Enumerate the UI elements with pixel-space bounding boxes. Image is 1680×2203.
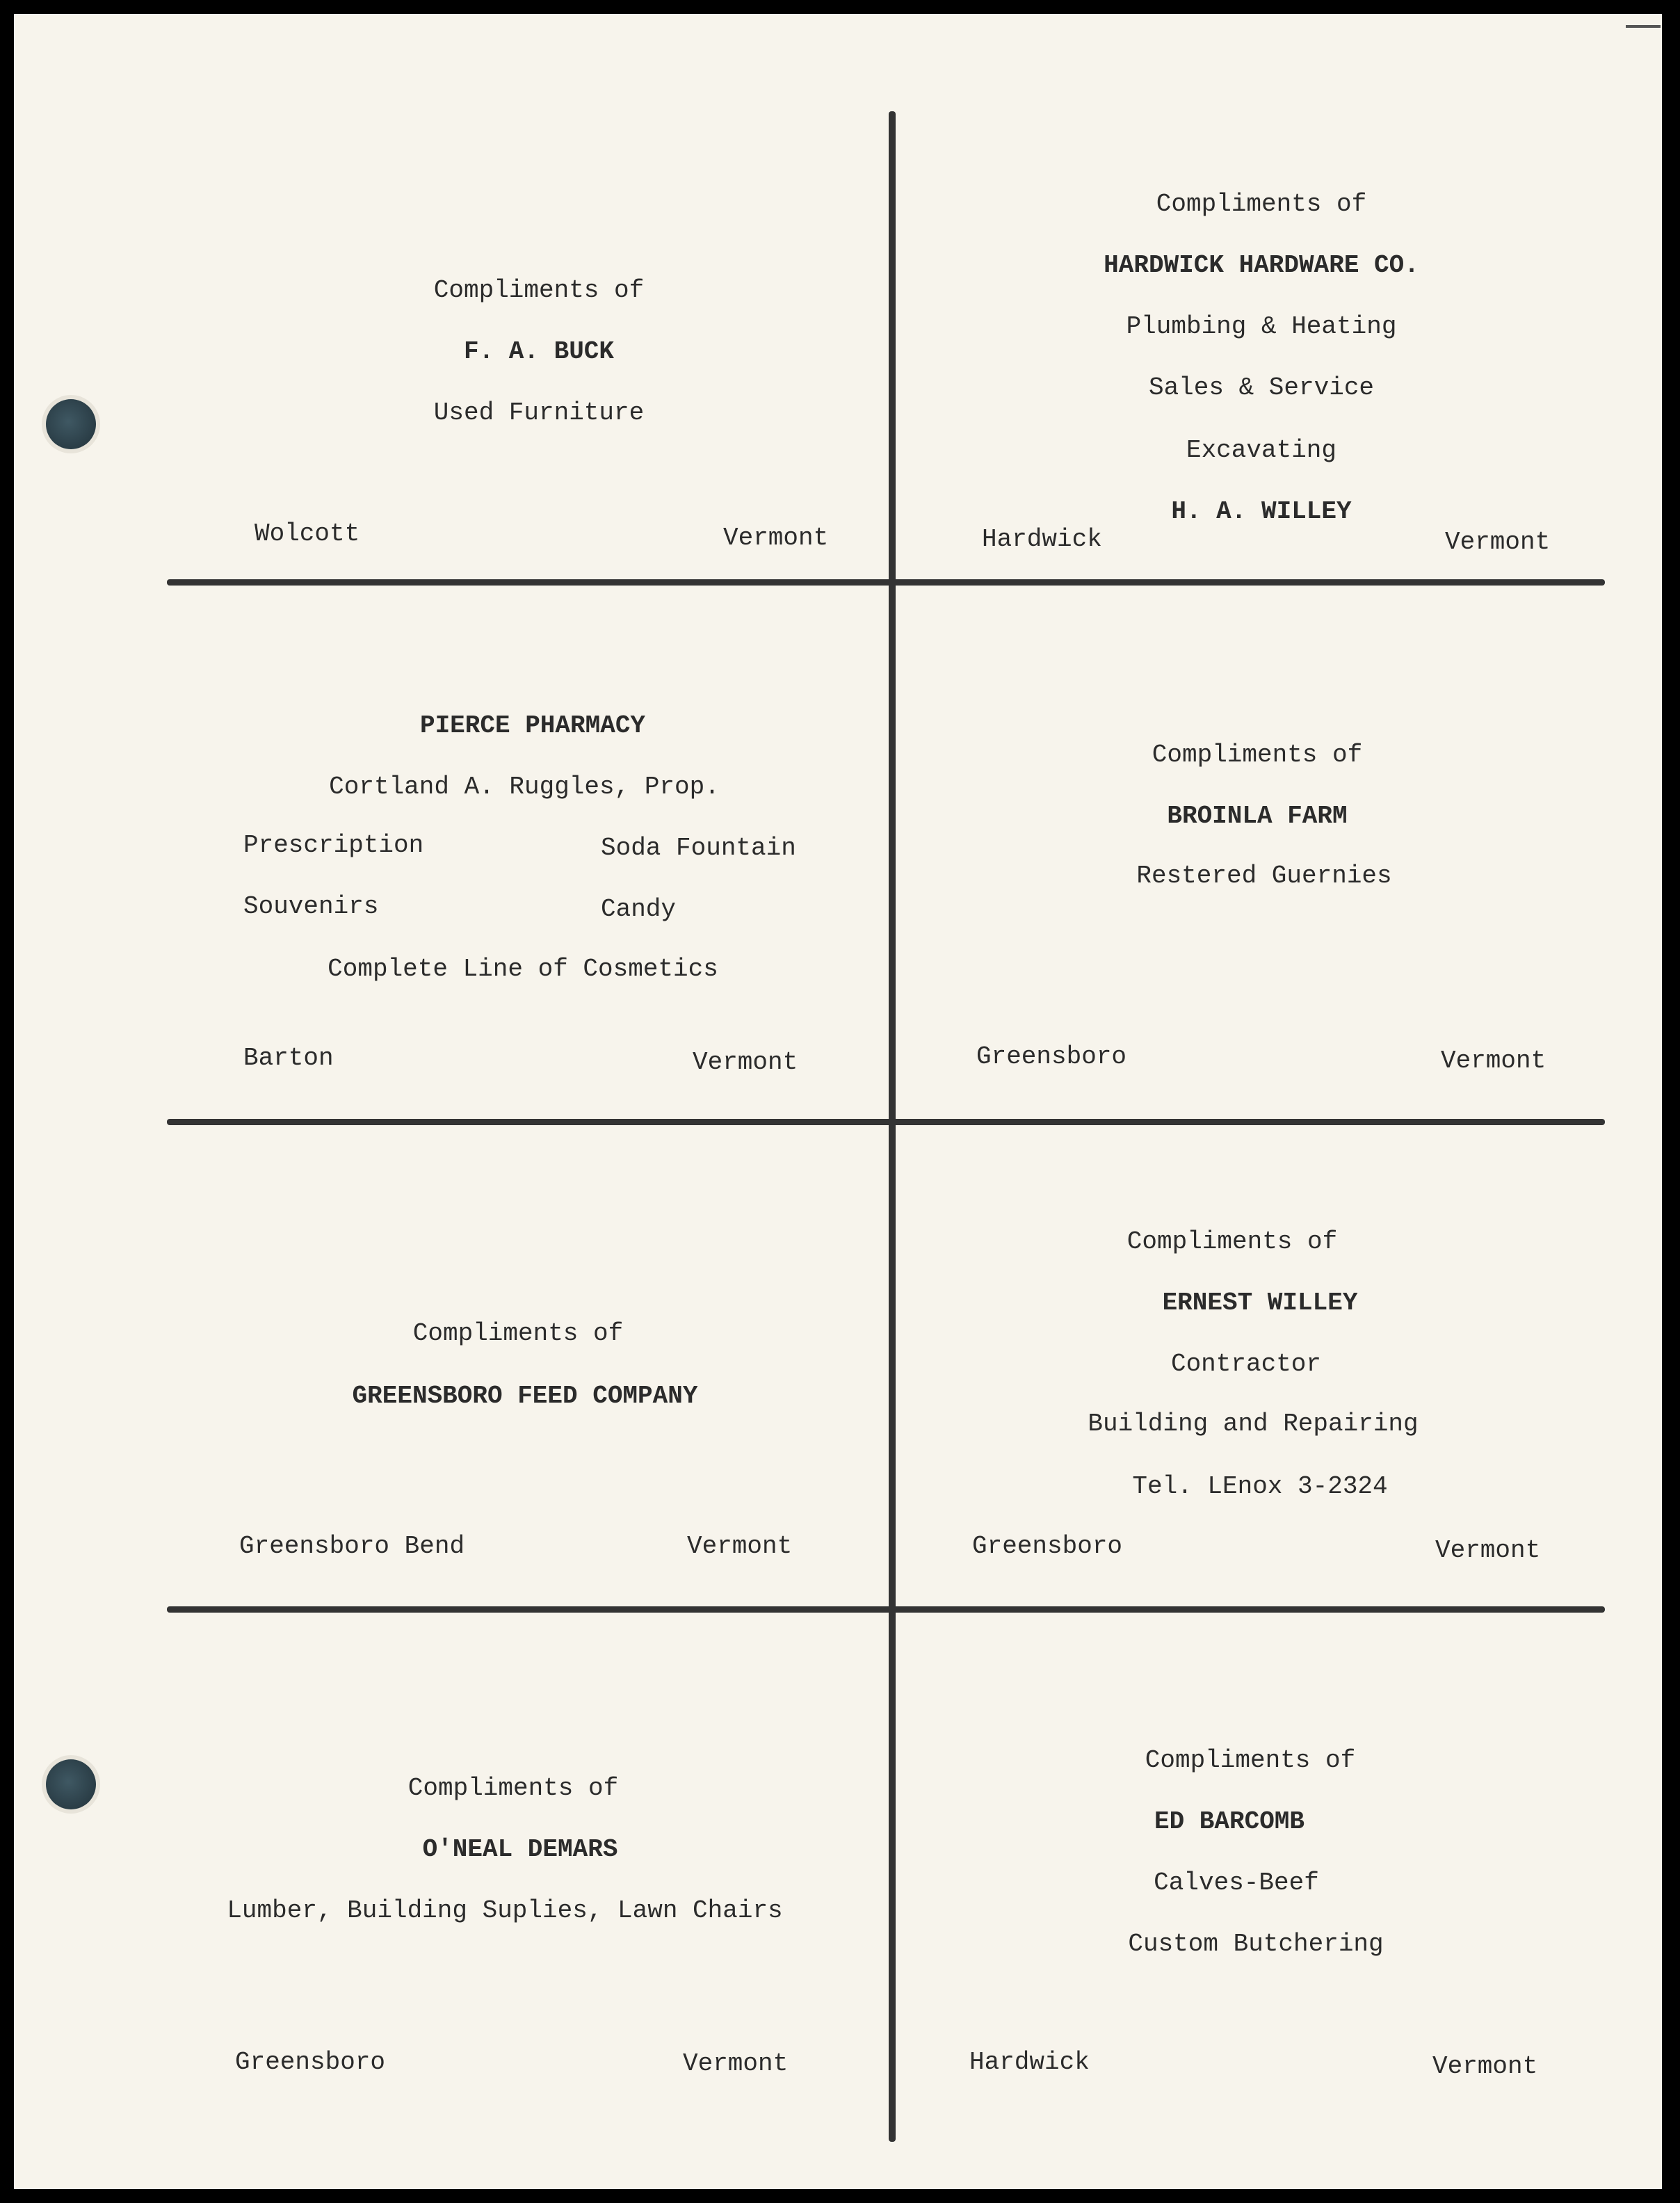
ad-farm-town: Greensboro <box>976 1042 1127 1071</box>
ad-buck-state: Vermont <box>723 524 829 552</box>
horizontal-divider-3 <box>167 1606 1605 1613</box>
ad-willey-town: Greensboro <box>972 1532 1123 1560</box>
vertical-divider <box>889 111 896 2142</box>
ad-demars-town: Greensboro <box>235 2048 386 2076</box>
ad-barcomb-line-product: Calves-Beef <box>1154 1869 1319 1897</box>
ad-feed-line-compliments: Compliments of <box>412 1319 624 1348</box>
ad-pharmacy-line-prescription: Prescription <box>243 831 424 860</box>
ad-willey-line-building: Building and Repairing <box>1088 1410 1419 1438</box>
ad-buck-line-name: F. A. BUCK <box>463 337 615 366</box>
ad-hardware-town: Hardwick <box>982 525 1102 554</box>
binder-hole-top <box>46 399 96 449</box>
binder-hole-bottom <box>46 1759 96 1809</box>
ad-willey-state: Vermont <box>1435 1536 1541 1565</box>
ad-barcomb-line-compliments: Compliments of <box>1145 1746 1356 1775</box>
ad-hardware-line-owner: H. A. WILLEY <box>1171 497 1352 526</box>
ad-willey-line-phone: Tel. LEnox 3-2324 <box>1132 1472 1388 1501</box>
ad-feed-state: Vermont <box>687 1532 793 1560</box>
ad-farm-state: Vermont <box>1441 1047 1546 1075</box>
ad-barcomb-town: Hardwick <box>969 2048 1090 2076</box>
ad-barcomb-line-service: Custom Butchering <box>1128 1930 1384 1958</box>
ad-pharmacy-line-souvenirs: Souvenirs <box>243 892 379 921</box>
ad-hardware-line-compliments: Compliments of <box>1156 190 1367 218</box>
ad-barcomb-state: Vermont <box>1432 2052 1538 2081</box>
horizontal-divider-1 <box>167 579 1605 586</box>
ad-barcomb-line-name: ED BARCOMB <box>1154 1807 1305 1836</box>
ad-buck-line-service: Used Furniture <box>433 398 645 427</box>
document-page <box>14 14 1662 2189</box>
ad-farm-line-breed: Restered Guernies <box>1136 862 1392 890</box>
ad-demars-line-compliments: Compliments of <box>407 1774 619 1802</box>
ad-hardware-state: Vermont <box>1445 528 1551 556</box>
ad-hardware-line-sales: Sales & Service <box>1148 373 1375 402</box>
ad-demars-line-name: O'NEAL DEMARS <box>422 1835 618 1864</box>
ad-pharmacy-town: Barton <box>243 1044 334 1072</box>
ad-pharmacy-line-soda: Soda Fountain <box>601 834 796 862</box>
edge-mark <box>1626 25 1661 28</box>
ad-pharmacy-state: Vermont <box>693 1048 798 1076</box>
ad-pharmacy-line-name: PIERCE PHARMACY <box>419 711 646 740</box>
ad-pharmacy-line-candy: Candy <box>601 895 677 923</box>
ad-feed-line-name: GREENSBORO FEED COMPANY <box>352 1382 698 1410</box>
ad-willey-line-trade: Contractor <box>1170 1350 1322 1378</box>
ad-demars-line-products: Lumber, Building Suplies, Lawn Chairs <box>227 1896 783 1925</box>
ad-pharmacy-line-prop: Cortland A. Ruggles, Prop. <box>329 773 720 801</box>
ad-willey-line-name: ERNEST WILLEY <box>1162 1289 1358 1317</box>
ad-feed-town: Greensboro Bend <box>239 1532 465 1560</box>
ad-pharmacy-line-cosmetics: Complete Line of Cosmetics <box>328 955 718 983</box>
ad-farm-line-name: BROINLA FARM <box>1167 802 1348 830</box>
ad-willey-line-compliments: Compliments of <box>1126 1227 1338 1256</box>
ad-demars-state: Vermont <box>683 2049 789 2078</box>
ad-hardware-line-name: HARDWICK HARDWARE CO. <box>1104 251 1419 280</box>
ad-hardware-line-excavating: Excavating <box>1186 436 1337 465</box>
ad-hardware-line-plumbing: Plumbing & Heating <box>1126 312 1397 341</box>
ad-buck-line-compliments: Compliments of <box>433 276 645 305</box>
ad-farm-line-compliments: Compliments of <box>1152 741 1363 769</box>
ad-buck-town: Wolcott <box>255 519 360 548</box>
horizontal-divider-2 <box>167 1119 1605 1125</box>
